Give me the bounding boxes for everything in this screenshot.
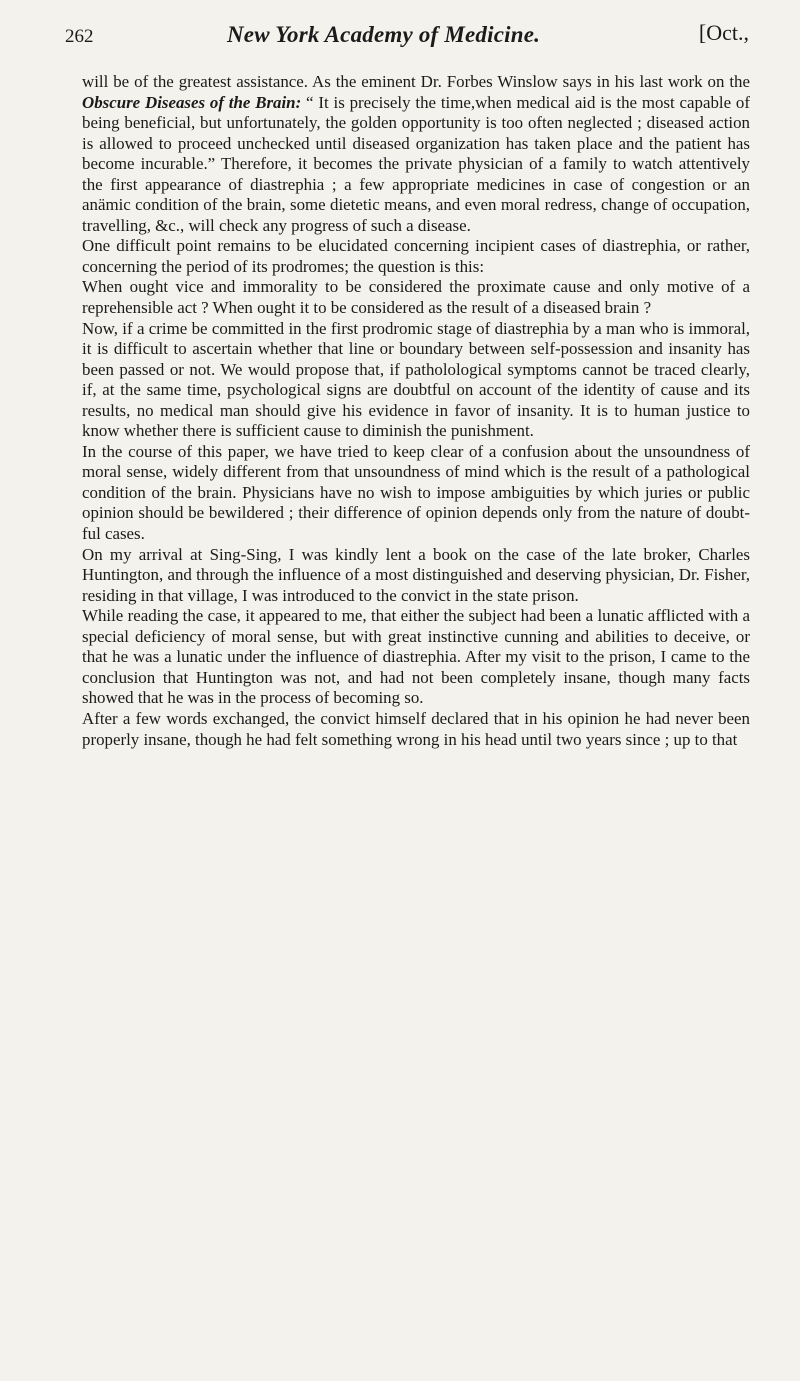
paragraph-text: will be of the greatest assistance. As the eminent Dr. Forbes Winslow says in his last work on the — [82, 72, 750, 91]
paragraph: After a few words exchanged, the convict himself declared that in his opinion he had never been properly insane, though he had felt something wrong in his head until two years since ; up to that — [82, 708, 750, 749]
paragraph: While reading the case, it appeared to me, that either the subject had been a lunatic afflicted with a special deficiency of moral sense, but with great instinctive cunning and abilities to deceive, or that he was a lunatic under the influence of diastrephia. After my visit to the prison, I came to the conclusion that Huntington was not, and had not been completely insane, though many facts showed that he was in the process of becoming so. — [82, 606, 750, 708]
page-number: 262 — [65, 26, 94, 47]
paragraph-text: “ It is precisely the time,when medical aid is the most capable of being beneficial, but unfortunately, the golden opportunity is too often neglected ; diseased action is allowed to proceed unchecked until diseased organization has taken place and the patient has become incurable.” Therefore, it becomes the private physician of a family to watch attentively the first appearance of diastrephia ; a few appropriate medicines in case of congestion or an anämic condition of the brain, some dietetic means, and even moral redress, change of occupation, travelling, &c., will check any progress of such a disease. — [82, 92, 750, 235]
header-month: [Oct., — [698, 20, 749, 45]
body-text — [82, 72, 750, 750]
paragraph: One difficult point remains to be elucidated concerning incipient cases of diastrephia, or rather, concerning the period of its prodromes; the question is this: — [82, 236, 750, 276]
book-title: Obscure Diseases of the Brain: — [82, 92, 302, 112]
paragraph — [82, 72, 750, 236]
page-header — [65, 18, 749, 52]
paragraph: When ought vice and immorality to be considered the proximate cause and only motive of a reprehensible act ? When ought it to be considered as the result of a diseased brain ? — [82, 277, 750, 318]
paragraph: On my arrival at Sing-Sing, I was kindly lent a book on the case of the late broker, Charles Huntington, and through the influence of a most distinguished and deserving physician, Dr. Fisher, residing in that village, I was introduced to the convict in the state prison. — [82, 544, 750, 605]
paragraph: In the course of this paper, we have tried to keep clear of a confusion about the unsoundness of moral sense, widely different from that unsoundness of mind which is the result of a pathological condition of the brain. Physicians have no wish to impose ambiguities by which juries or public opinion should be bewildered ; their difference of opinion depends only from the nature of doubtful cases. — [82, 441, 750, 544]
running-title: New York Academy of Medicine. — [227, 22, 541, 47]
paragraph: Now, if a crime be committed in the first prodromic stage of diastrephia by a man who is immoral, it is difficult to ascertain whether that line or boundary between self-possession and insanity has been passed or not. We would propose that, if patholological symptoms cannot be traced clearly, if, at the same time, psychological signs are doubtful on account of the identity of cause and its results, no medical man should give his evidence in favor of insanity. It is to human justice to know whether there is sufficient cause to diminish the punishment. — [82, 318, 750, 441]
